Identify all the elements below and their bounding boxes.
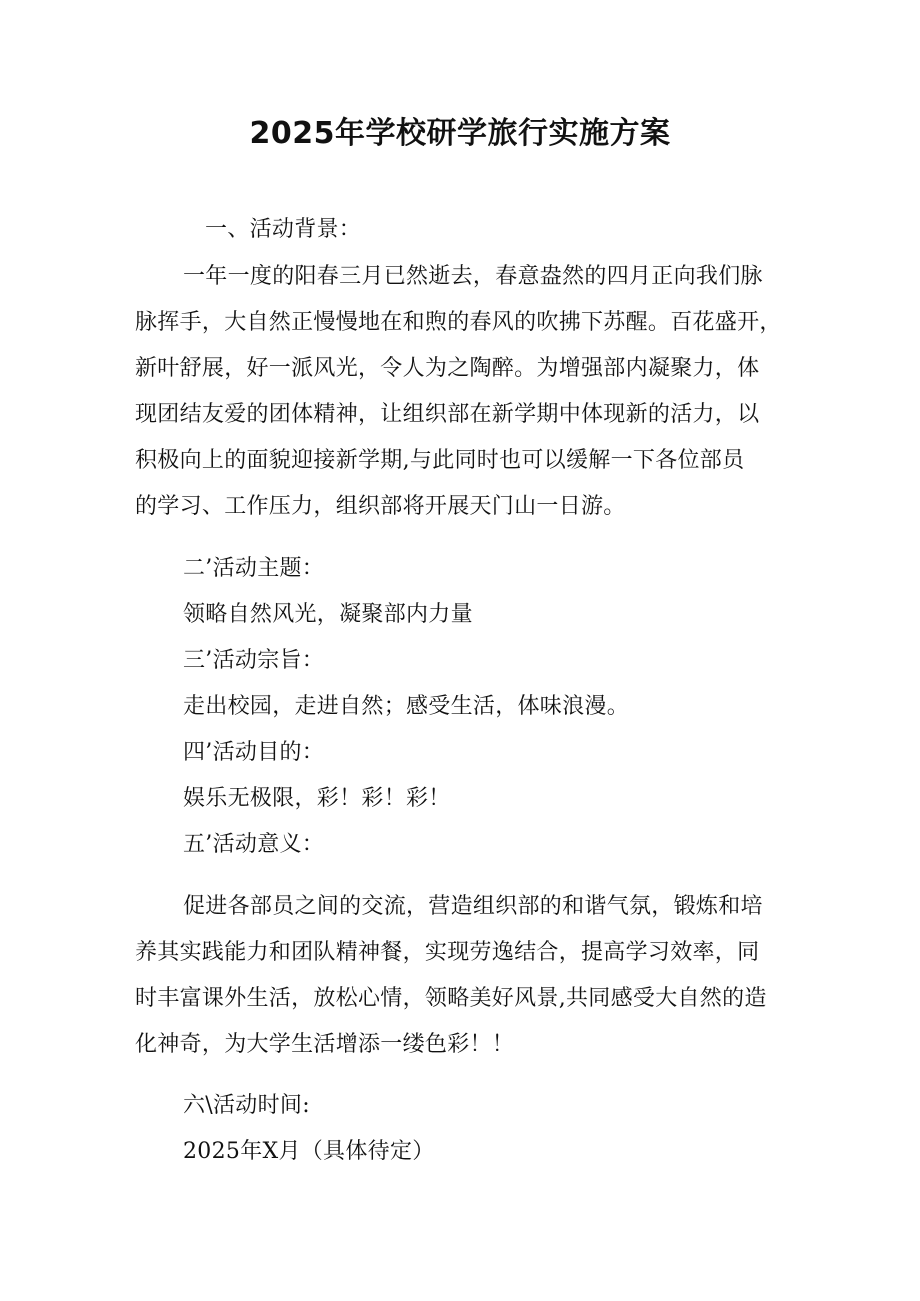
theme-heading: 二’活动主题：	[183, 556, 325, 581]
paragraph-line: 时丰富课外生活，放松心情，领略美好风景,共同感受大自然的造	[135, 986, 767, 1011]
background-heading: 一、活动背景：	[205, 217, 362, 242]
goal-text: 娱乐无极限，彩！彩！彩！	[183, 786, 451, 811]
paragraph-line: 化神奇，为大学生活增添一缕色彩！！	[135, 1032, 515, 1057]
meaning-paragraph	[135, 884, 795, 1068]
time-heading: 六\活动时间:	[183, 1093, 310, 1118]
paragraph-line: 现团结友爱的团体精神，让组织部在新学期中体现新的活力，以	[135, 402, 760, 427]
time-text: 2025年X月（具体待定）	[183, 1139, 435, 1164]
document-title: 2025年学校研学旅行实施方案	[249, 116, 671, 151]
meaning-heading: 五’活动意义：	[183, 832, 325, 857]
purpose-heading: 三’活动宗旨：	[183, 648, 325, 673]
purpose-text: 走出校园，走进自然；感受生活，体味浪漫。	[183, 694, 630, 719]
paragraph-line: 一年一度的阳春三月已然逝去，春意盎然的四月正向我们脉	[183, 264, 763, 289]
section-time	[135, 1083, 795, 1175]
paragraph-line: 养其实践能力和团队精神餐，实现劳逸结合，提高学习效率，同	[135, 940, 760, 965]
paragraph-line: 新叶舒展，好一派风光，令人为之陶醉。为增强部内凝聚力，体	[135, 356, 760, 381]
background-paragraph	[135, 254, 795, 530]
section-background	[135, 207, 795, 253]
goal-heading: 四’活动目的：	[183, 740, 325, 765]
theme-text: 领略自然风光，凝聚部内力量	[183, 602, 473, 627]
paragraph-line: 积极向上的面貌迎接新学期,与此同时也可以缓解一下各位部员	[135, 448, 745, 473]
paragraph-line: 的学习、工作压力，组织部将开展天门山一日游。	[135, 494, 626, 519]
sections-short	[135, 546, 795, 868]
paragraph-line: 脉挥手，大自然正慢慢地在和煦的春风的吹拂下苏醒。百花盛开，	[135, 310, 782, 335]
paragraph-line: 促进各部员之间的交流，营造组织部的和谐气氛，锻炼和培	[183, 894, 763, 919]
